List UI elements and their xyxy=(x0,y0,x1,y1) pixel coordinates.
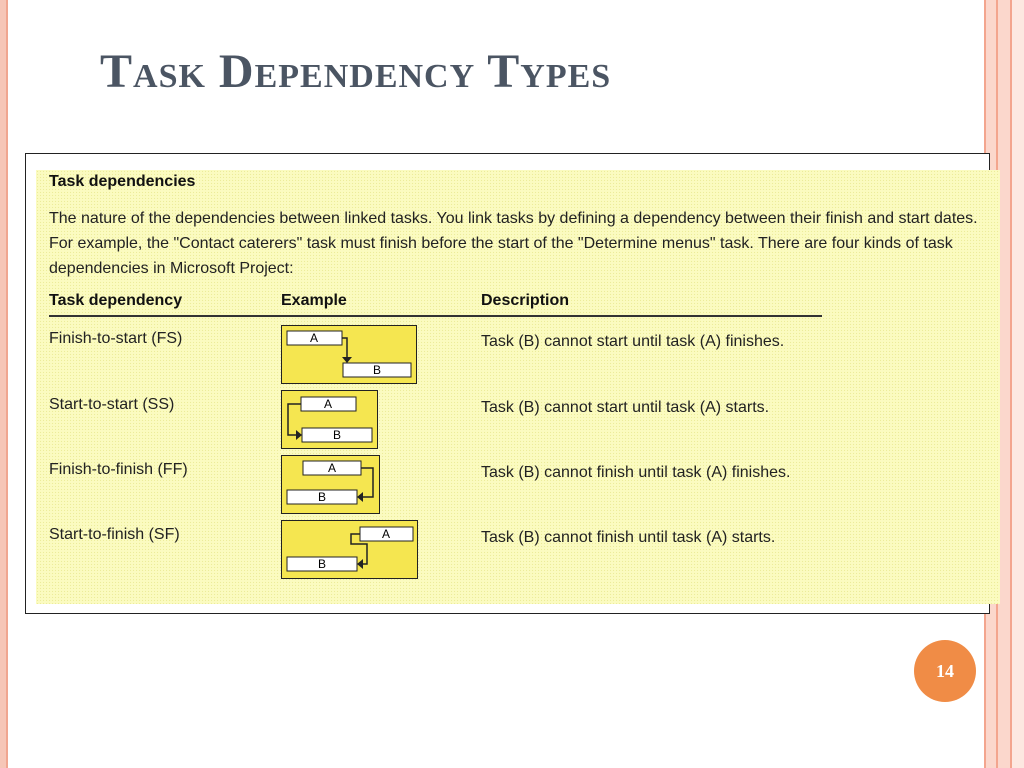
panel-intro: The nature of the dependencies between linked tasks. You link tasks by defining a dependency between their finish and start dates. For example, the "Contact caterers" task must finish before the start of the "Determine menus" task. There are four kinds of task dependencies in Microsoft Project: xyxy=(49,210,978,277)
row-description: Task (B) cannot start until task (A) starts. xyxy=(481,399,770,416)
row-description: Task (B) cannot start until task (A) finishes. xyxy=(481,333,785,350)
column-header-description: Description xyxy=(481,292,570,309)
task-a-label: A xyxy=(323,397,333,411)
task-b-label: B xyxy=(372,363,382,377)
panel-heading: Task dependencies xyxy=(49,173,196,190)
task-b-label: B xyxy=(317,490,327,504)
row-name: Start-to-finish (SF) xyxy=(49,526,180,543)
ss-diagram xyxy=(281,390,379,450)
slide-title: Task Dependency Types xyxy=(100,45,612,98)
help-panel-content xyxy=(36,170,1000,604)
fs-diagram xyxy=(281,325,418,385)
task-b-label: B xyxy=(332,428,342,442)
ff-diagram xyxy=(281,455,381,515)
column-header-dependency: Task dependency xyxy=(49,292,183,309)
row-name: Finish-to-start (FS) xyxy=(49,330,183,347)
page-number: 14 xyxy=(936,660,954,681)
row-description: Task (B) cannot finish until task (A) finishes. xyxy=(481,464,791,481)
task-a-label: A xyxy=(381,527,391,541)
task-b-label: B xyxy=(317,557,327,571)
row-name: Finish-to-finish (FF) xyxy=(49,461,188,478)
slide-frame-left xyxy=(0,0,8,768)
page-number-badge xyxy=(914,640,976,702)
sf-diagram xyxy=(281,520,419,580)
task-a-label: A xyxy=(327,461,337,475)
header-rule xyxy=(49,315,822,317)
help-panel xyxy=(25,153,990,614)
row-description: Task (B) cannot finish until task (A) starts. xyxy=(481,529,776,546)
task-a-label: A xyxy=(309,331,319,345)
column-header-example: Example xyxy=(281,292,347,309)
row-name: Start-to-start (SS) xyxy=(49,396,175,413)
